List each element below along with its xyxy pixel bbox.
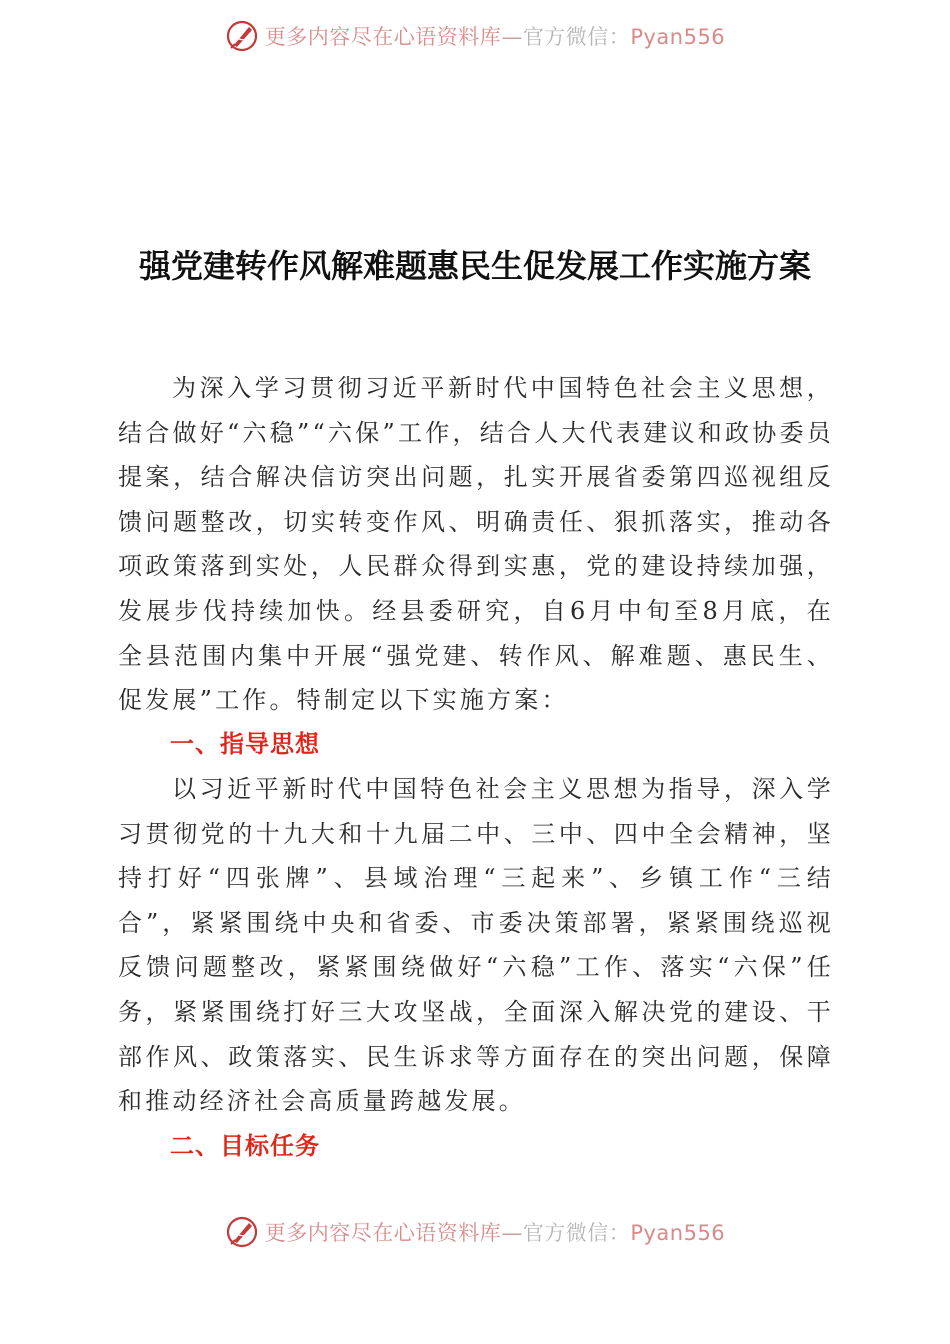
banner-wechat-label: 官方微信：: [522, 25, 631, 49]
banner-separator: —: [501, 1221, 523, 1245]
document-title: 强党建转作风解难题惠民生促发展工作实施方案: [138, 247, 811, 285]
banner-wechat-label: 官方微信：: [522, 1221, 631, 1245]
banner-wechat-id: Pyan556: [630, 1221, 726, 1245]
banner-separator: —: [501, 25, 523, 49]
banner-main-text: 更多内容尽在心语资料库: [264, 25, 502, 49]
section-heading-guiding-ideology: 一、指导思想: [170, 730, 320, 758]
top-watermark-banner: [0, 16, 950, 56]
banner-main-text: 更多内容尽在心语资料库: [264, 1221, 502, 1245]
quill-pen-logo-icon: [225, 1215, 259, 1249]
quill-pen-logo-icon: [225, 19, 259, 53]
banner-text: [265, 21, 725, 51]
banner-wechat-id: Pyan556: [630, 25, 726, 49]
section1-paragraph: 以习近平新时代中国特色社会主义思想为指导，深入学习贯彻党的十九大和十九届二中、三中、四中全会精神，坚持打好“四张牌”、县域治理“三起来”、乡镇工作“三结合”，紧紧围绕中央和省委、市委决策部署，紧紧围绕巡视反馈问题整改，紧紧围绕做好“六稳”工作、落实“六保”任务，紧紧围绕打好三大攻坚战，全面深入解决党的建设、干部作风、政策落实、民生诉求等方面存在的突出问题，保障和推动经济社会高质量跨越发展。: [118, 775, 834, 1116]
section-heading-objectives: 二、目标任务: [170, 1132, 320, 1160]
bottom-watermark-banner: [0, 1212, 950, 1252]
banner-text: [265, 1217, 725, 1247]
intro-paragraph: 为深入学习贯彻习近平新时代中国特色社会主义思想，结合做好“六稳”“六保”工作，结合人大代表建议和政协委员提案，结合解决信访突出问题，扎实开展省委第四巡视组反馈问题整改，切实转变作风、明确责任、狠抓落实，推动各项政策落到实处，人民群众得到实惠，党的建设持续加强，发展步伐持续加快。经县委研究，自6月中旬至8月底，在全县范围内集中开展“强党建、转作风、解难题、惠民生、促发展”工作。特制定以下实施方案：: [118, 374, 834, 715]
